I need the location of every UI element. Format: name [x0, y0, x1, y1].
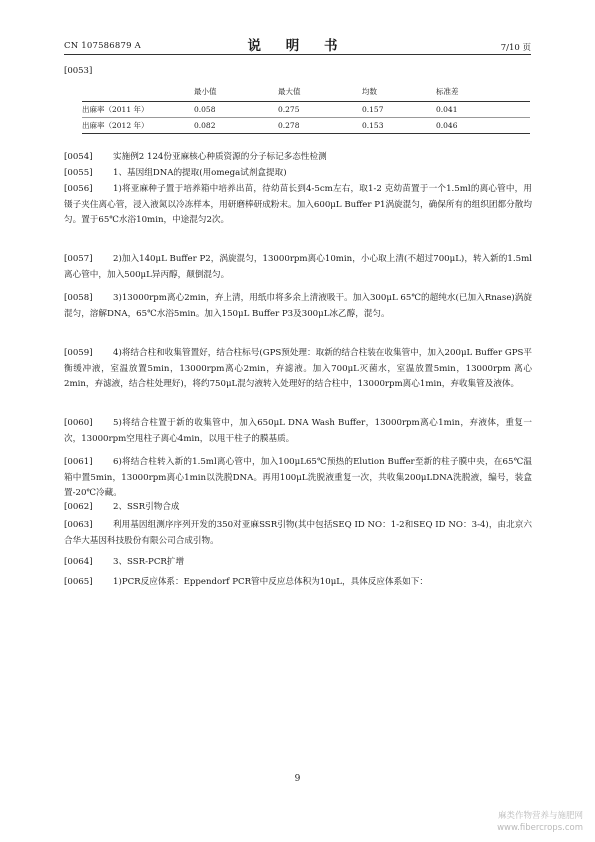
table-header-cell [82, 82, 194, 102]
paragraph [64, 346, 532, 393]
paragraph-text: 1)PCR反应体系：Eppendorf PCR管中反应总体积为10μL，具体反应体系如下： [113, 577, 428, 587]
page-count: 7/10 页 [500, 43, 531, 53]
table-cell: 0.082 [194, 118, 278, 134]
table-row [82, 102, 530, 118]
table-cell: 0.046 [436, 118, 530, 134]
table-header-cell: 均数 [362, 82, 436, 102]
paragraph-number: [0057] [64, 254, 93, 264]
paragraph [64, 555, 532, 571]
table-header-row [82, 82, 530, 102]
paragraph [64, 252, 532, 283]
paragraph [64, 182, 532, 229]
paragraph-number: [0059] [64, 348, 93, 358]
paragraph-text: 6)将结合柱转入新的1.5ml离心管中，加入100μL65℃预热的Elution Buffer至新的柱子膜中央，在65℃温箱中置5min，13000rpm离心1min以洗脱DNA。再用100μL洗脱液重复一次，共收集200μLDNA洗脱液，编号，装盒置-20℃冷藏。 [64, 457, 532, 499]
table-cell: 出麻率（2012 年） [82, 118, 194, 134]
paragraph-number: [0063] [64, 520, 93, 530]
paragraph-number: [0055] [64, 168, 93, 178]
watermark-title: 麻类作物营养与施肥网 [497, 811, 583, 821]
watermark-url: www.fibercrops.com [497, 823, 583, 833]
watermark [497, 810, 583, 834]
paragraph-text: 实施例2 124份亚麻核心种质资源的分子标记多态性检测 [113, 152, 327, 162]
paragraph [64, 455, 532, 502]
paragraph [64, 575, 532, 591]
paragraph-text: 2)加入140μL Buffer P2，涡旋混匀，13000rpm离心10min，小心取上清(不超过700μL)，转入新的1.5ml离心管中，加入500μL异丙醇，颠倒混匀。 [64, 254, 532, 280]
paragraph-number: [0062] [64, 502, 93, 512]
table-cell: 出麻率（2011 年） [82, 102, 194, 118]
paragraph-text: 4)将结合柱和收集管置好，结合柱标号(GPS预处理：取新的结合柱装在收集管中，加入200μL Buffer GPS平衡缓冲液，室温放置5min，13000rpm离心2min，弃滤液。加入700μL灭菌水，室温放置5min，13000rpm 离心2min，弃滤液，结合柱处理好)，将约750μL混匀液转入处理好的结合柱中，13000rpm离心1min，弃收集管及液体。 [64, 348, 532, 390]
patent-number: CN 107586879 A [64, 41, 141, 51]
paragraph-text: 利用基因组测序序列开发的350对亚麻SSR引物(其中包括SEQ ID NO：1-2和SEQ ID NO：3-4)，由北京六合华大基因科技股份有限公司合成引物。 [64, 520, 532, 546]
paragraph-text: 2、SSR引物合成 [113, 502, 180, 512]
paragraph-text: 3、SSR-PCR扩增 [113, 557, 185, 567]
table-cell: 0.153 [362, 118, 436, 134]
paragraph [64, 291, 532, 322]
table-header-cell: 最大值 [278, 82, 362, 102]
table-header-cell: 标准差 [436, 82, 530, 102]
paragraph [64, 500, 532, 516]
table-cell: 0.157 [362, 102, 436, 118]
table-paragraph-tag: [0053] [64, 66, 93, 76]
paragraph [64, 416, 532, 447]
paragraph-text: 1、基因组DNA的提取(用omega试剂盒提取) [113, 168, 287, 178]
paragraph-text: 3)13000rpm离心2min，弃上清，用纸巾将多余上清液吸干。加入300μL 65℃的超纯水(已加入Rnase)涡旋混匀，溶解DNA，65℃水浴5min。加入150μL Buffer P3及300μL冰乙醇，混匀。 [64, 293, 532, 319]
table-cell: 0.278 [278, 118, 362, 134]
paragraph-number: [0058] [64, 293, 93, 303]
table-row [82, 118, 530, 134]
table-cell: 0.058 [194, 102, 278, 118]
paragraph-number: [0060] [64, 418, 93, 428]
paragraph [64, 166, 532, 182]
paragraph-number: [0064] [64, 557, 93, 567]
paragraph-number: [0054] [64, 152, 93, 162]
statistics-table [82, 82, 530, 134]
table-cell: 0.041 [436, 102, 530, 118]
document-title: 说 明 书 [247, 38, 348, 54]
paragraph-text: 1)将亚麻种子置于培养箱中培养出苗，待幼苗长到4-5cm左右，取1-2 克幼苗置于一个1.5ml的离心管中，用镊子夹住离心管，浸入液氮以冷冻样本，用研磨棒研成粉末。加入600μL Buffer P1涡旋混匀，确保所有的组织团都分散均匀。置于65℃水浴10min，中途混匀2次。 [64, 184, 532, 226]
paragraph [64, 518, 532, 549]
table-header-cell: 最小值 [194, 82, 278, 102]
paragraph-number: [0065] [64, 577, 93, 587]
page-number: 9 [294, 774, 301, 784]
paragraph [64, 150, 532, 166]
paragraph-number: [0056] [64, 184, 93, 194]
paragraph-number: [0061] [64, 457, 93, 467]
paragraph-text: 5)将结合柱置于新的收集管中，加入650μL DNA Wash Buffer，13000rpm离心1min，弃液体，重复一次，13000rpm空甩柱子离心4min，以甩干柱子的膜基质。 [64, 418, 532, 444]
header-rule [64, 54, 531, 55]
table-cell: 0.275 [278, 102, 362, 118]
